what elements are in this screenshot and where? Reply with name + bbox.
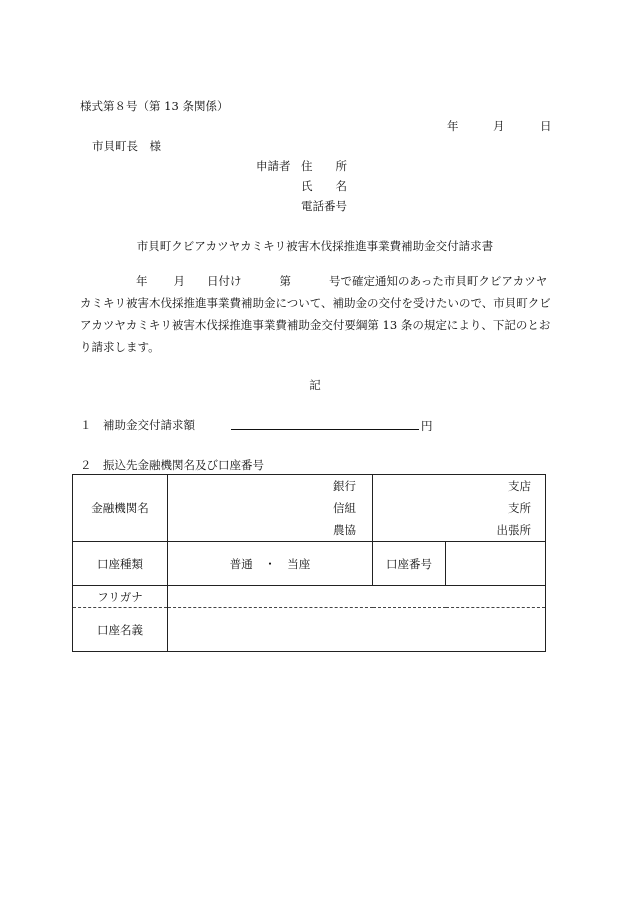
account-holder-label: 口座名義 (73, 608, 168, 652)
body-text: 号で確定通知のあった市貝町クビアカツヤカミキリ被害木伐採推進事業費補助金について、補助金の交付を受けたいので、市貝町クビアカツヤカミキリ被害木伐採推進事業費補助金交付要綱第 13 条の規定により、下記のとおり請求します。 (80, 274, 551, 354)
amount-field[interactable] (231, 418, 433, 433)
date-year: 年 (447, 119, 459, 133)
branch-type-shiten: 支店 (508, 479, 531, 493)
bank-table (72, 474, 546, 652)
amount-unit: 円 (421, 419, 433, 433)
document-title: 市貝町クビアカツヤカミキリ被害木伐採推進事業費補助金交付請求書 (136, 239, 494, 253)
account-type-label: 口座種類 (73, 542, 168, 586)
body-day: 日付け (207, 274, 242, 288)
item1-label: １ 補助金交付請求額 (80, 418, 195, 432)
account-holder-cell[interactable] (168, 608, 546, 652)
account-number-label: 口座番号 (373, 542, 446, 586)
branch-type-shisho: 支所 (508, 501, 531, 515)
body-month: 月 (173, 274, 185, 288)
item2-label: ２ 振込先金融機関名及び口座番号 (80, 458, 264, 472)
bank-type-shinkumi: 信組 (333, 501, 356, 515)
bank-type-ginko: 銀行 (333, 479, 356, 493)
applicant-name-label: 氏 名 (301, 179, 347, 193)
account-type-options[interactable]: 普通 ・ 当座 (168, 542, 373, 586)
addressee: 市貝町長 様 (92, 139, 161, 153)
form-number: 様式第８号（第 13 条関係） (80, 99, 229, 113)
amount-underline (231, 418, 419, 430)
account-number-cell[interactable] (446, 542, 546, 586)
date-day: 日 (540, 119, 552, 133)
date-month: 月 (493, 119, 505, 133)
bank-type-nokyo: 農協 (333, 523, 356, 537)
applicant-phone-label: 電話番号 (301, 199, 347, 213)
applicant-label: 申請者 (256, 159, 291, 173)
furigana-label: フリガナ (73, 586, 168, 608)
ki-label: 記 (309, 378, 321, 392)
furigana-cell[interactable] (168, 586, 546, 608)
bank-name-label: 金融機関名 (73, 475, 168, 542)
body-year: 年 (136, 274, 148, 288)
branch-type-shucchojo: 出張所 (496, 523, 531, 537)
body-paragraph (80, 270, 552, 358)
body-dai: 第 (279, 274, 291, 288)
branch-name-cell[interactable] (373, 475, 546, 542)
bank-name-cell[interactable] (168, 475, 373, 542)
applicant-address-label: 住 所 (301, 159, 347, 173)
